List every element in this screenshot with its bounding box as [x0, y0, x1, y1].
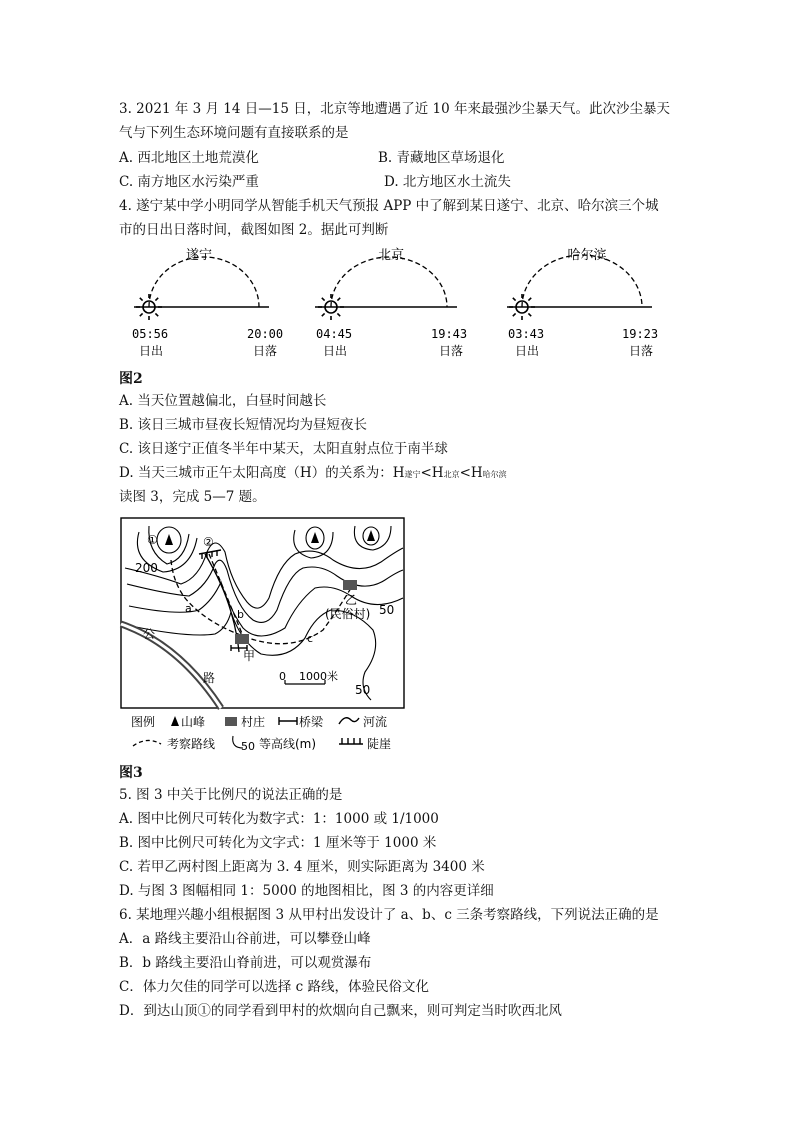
q3-option-a: A. 西北地区土地荒漠化	[119, 150, 259, 166]
q3-option-b: B. 青藏地区草场退化	[378, 150, 505, 166]
route-b-label: b	[237, 608, 244, 621]
legend-route-icon	[133, 740, 161, 746]
sunset-time: 19:23	[622, 327, 659, 341]
figure-3-caption: 图3	[119, 765, 143, 781]
route-c-label: c	[307, 632, 314, 645]
legend-contour-value: 50	[241, 740, 255, 752]
legend-title: 图例	[131, 715, 156, 729]
sunrise-time: 05:56	[132, 327, 169, 341]
sunset-time: 19:43	[431, 327, 468, 341]
q6-option-c: C．体力欠佳的同学可以选择 c 路线，体验民俗文化	[119, 979, 429, 995]
q6-option-d: D．到达山顶①的同学看到甲村的炊烟向自己飘来，则可判定当时吹西北风	[119, 1003, 562, 1019]
road-label-gong: 公	[143, 627, 156, 641]
legend-peak-label: 山峰	[181, 715, 206, 729]
scale-text: 1000米	[299, 670, 338, 683]
q6-stem: 6. 某地理兴趣小组根据图 3 从甲村出发设计了 a、b、c 三条考察路线，下列说法正确的是	[119, 907, 659, 923]
contour-200-label: 200	[135, 561, 158, 575]
sunrise-label: 日出	[323, 344, 348, 358]
sunrise-sunset-figure	[119, 240, 679, 362]
route-a-label: a	[185, 602, 192, 615]
legend-contour-label: 等高线(m)	[259, 737, 317, 751]
legend-river-icon	[339, 718, 359, 724]
sunset-time: 20:00	[247, 327, 284, 341]
legend-village-icon	[225, 717, 237, 726]
q3-stem-line1: 3. 2021 年 3 月 14 日—15 日，北京等地遭遇了近 10 年来最强沙尘暴天气。此次沙尘暴天	[119, 101, 670, 117]
read-figure-3-intro: 读图 3，完成 5—7 题。	[119, 489, 266, 505]
figure-2-caption: 图2	[119, 371, 143, 387]
q5-option-c: C. 若甲乙两村图上距离为 3. 4 厘米，则实际距离为 3400 米	[119, 859, 485, 875]
q4-stem-line2: 市的日出日落时间，截图如图 2。据此可判断	[119, 222, 389, 238]
city-panel-suining	[132, 248, 283, 358]
city-panel-harbin	[507, 247, 658, 358]
peak-2-label: ②	[203, 535, 214, 549]
map-legend	[131, 714, 391, 752]
city-name: 哈尔滨	[567, 248, 607, 263]
sunset-label: 日落	[253, 344, 278, 358]
village-yi-label: 乙	[345, 593, 358, 607]
sunrise-time: 03:43	[508, 327, 545, 341]
q4-option-d: D. 当天三城市正午太阳高度（H）的关系为：H遂宁<H北京<H哈尔滨	[119, 465, 507, 481]
road-label-lu: 路	[203, 671, 216, 685]
q6-option-a: A．a 路线主要沿山谷前进，可以攀登山峰	[119, 931, 371, 947]
q4-option-a: A. 当天位置越偏北，白昼时间越长	[119, 393, 327, 409]
legend-river-label: 河流	[363, 715, 388, 729]
legend-village-label: 村庄	[241, 715, 266, 729]
legend-cliff-icon	[339, 738, 363, 744]
sunset-label: 日落	[629, 344, 654, 358]
sunrise-label: 日出	[139, 344, 164, 358]
sunset-label: 日落	[439, 344, 464, 358]
q4-option-c: C. 该日遂宁正值冬半年中某天，太阳直射点位于南半球	[119, 441, 448, 457]
q4-option-b: B. 该日三城市昼夜长短情况均为昼短夜长	[119, 417, 368, 433]
village-jia-icon	[235, 634, 249, 644]
legend-peak-icon	[171, 716, 179, 726]
q3-option-c: C. 南方地区水污染严重	[119, 174, 259, 190]
contour-map-figure	[119, 512, 409, 752]
q5-stem: 5. 图 3 中关于比例尺的说法正确的是	[119, 787, 343, 803]
q5-option-b: B. 图中比例尺可转化为文字式：1 厘米等于 1000 米	[119, 835, 437, 851]
contour-50-label: 50	[379, 603, 395, 617]
village-yi-icon	[343, 580, 357, 590]
city-panel-beijing	[315, 247, 467, 358]
legend-bridge-label: 桥梁	[299, 715, 324, 729]
sunrise-time: 04:45	[316, 327, 353, 341]
scale-zero: 0	[279, 670, 286, 683]
q3-option-d: D. 北方地区水土流失	[384, 174, 511, 190]
q6-option-b: B．b 路线主要沿山脊前进，可以观赏瀑布	[119, 955, 372, 971]
peak-1-label: ①	[147, 533, 158, 547]
q3-stem-line2: 气与下列生态环境问题有直接联系的是	[119, 125, 349, 141]
sunrise-label: 日出	[515, 344, 540, 358]
legend-cliff-label: 陡崖	[367, 737, 392, 751]
contour-50-label: 50	[355, 683, 371, 697]
village-jia-label: 甲	[243, 649, 256, 663]
q5-option-d: D. 与图 3 图幅相同 1：5000 的地图相比，图 3 的内容更详细	[119, 883, 494, 899]
q5-option-a: A. 图中比例尺可转化为数字式：1：1000 或 1/1000	[119, 811, 439, 827]
city-name: 北京	[377, 248, 405, 263]
legend-bridge-icon	[279, 717, 297, 725]
q4-stem-line1: 4. 遂宁某中学小明同学从智能手机天气预报 APP 中了解到某日遂宁、北京、哈尔滨三个城	[119, 198, 659, 214]
city-name: 遂宁	[185, 248, 213, 263]
folk-village-label: (民俗村)	[325, 607, 371, 621]
legend-route-label: 考察路线	[167, 737, 216, 751]
